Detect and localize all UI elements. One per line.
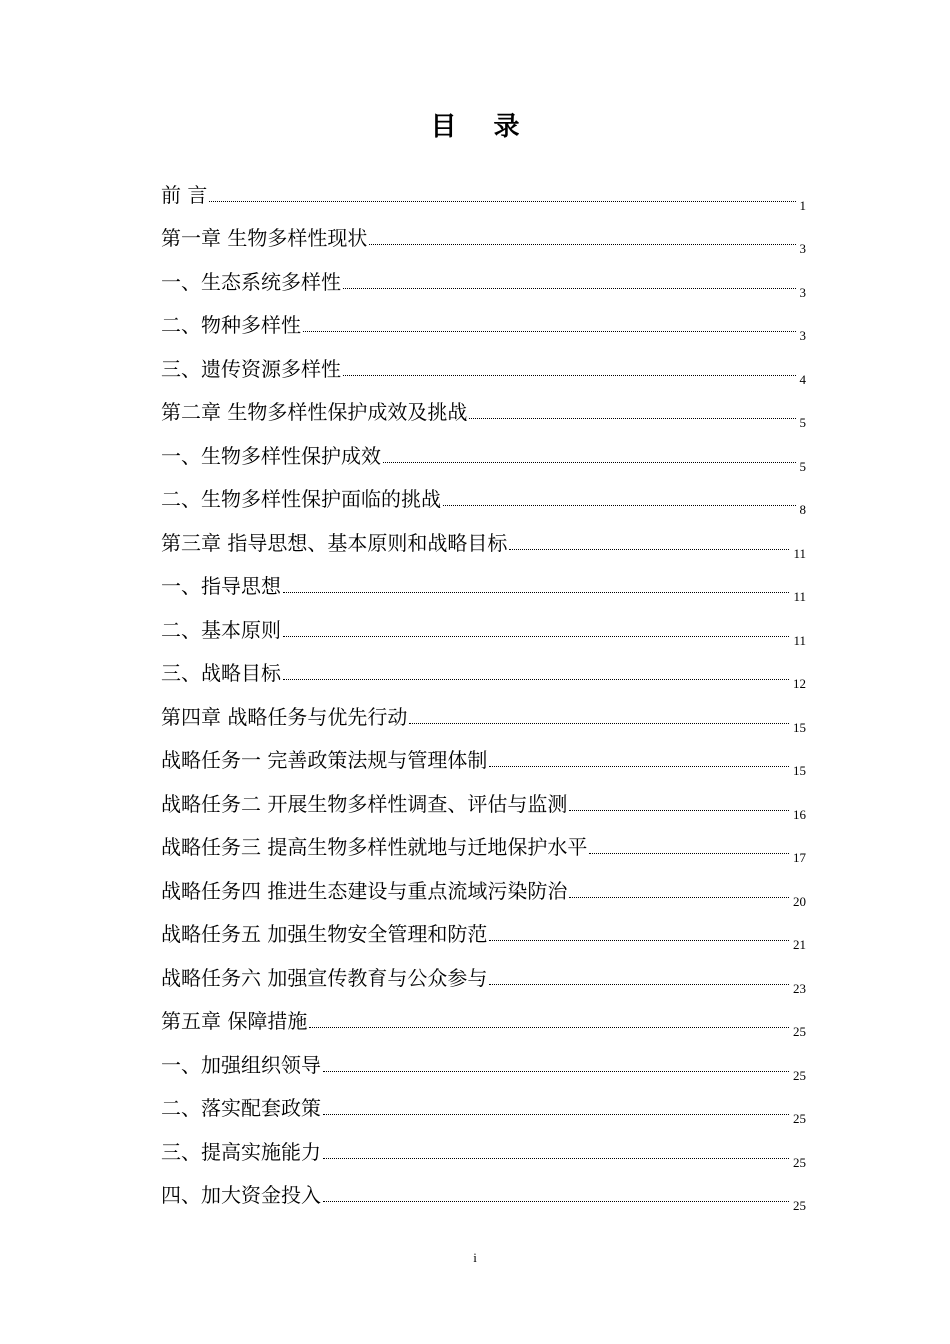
toc-entry-label: 第四章 战略任务与优先行动 xyxy=(161,704,408,729)
dot-leader xyxy=(303,331,796,332)
toc-entry-label: 三、遗传资源多样性 xyxy=(161,356,341,381)
toc-entry[interactable] xyxy=(161,686,806,735)
toc-entry-label: 二、基本原则 xyxy=(161,617,281,642)
toc-entry[interactable] xyxy=(161,991,806,1039)
dot-leader xyxy=(343,288,796,289)
dot-leader xyxy=(569,897,789,898)
toc-entry-page: 16 xyxy=(793,806,806,822)
page-number: i xyxy=(473,1250,477,1265)
dot-leader xyxy=(569,810,789,811)
toc-entry-label: 二、物种多样性 xyxy=(161,313,301,337)
toc-entry-page: 25 xyxy=(793,1024,806,1039)
toc-entry-label: 三、提高实施能力 xyxy=(161,1139,321,1164)
toc-entry-label: 第三章 指导思想、基本原则和战略目标 xyxy=(161,530,508,555)
toc-entry[interactable] xyxy=(161,425,806,474)
dot-leader xyxy=(383,462,796,463)
toc-entry-label: 第五章 保障措施 xyxy=(161,1009,308,1033)
toc-entry[interactable] xyxy=(161,599,806,648)
toc-entry[interactable] xyxy=(161,382,806,430)
toc-entry-page: 12 xyxy=(793,676,806,691)
toc-entry-label: 四、加大资金投入 xyxy=(161,1183,321,1207)
toc-entry-label: 战略任务六 加强宣传教育与公众参与 xyxy=(161,965,488,990)
toc-entry-label: 战略任务四 推进生态建设与重点流域污染防治 xyxy=(161,878,568,903)
toc-entry-page: 17 xyxy=(793,850,806,865)
toc-entry[interactable] xyxy=(161,1121,806,1170)
toc-entry-label: 战略任务三 提高生物多样性就地与迁地保护水平 xyxy=(161,835,588,859)
toc-entry[interactable] xyxy=(161,947,806,996)
toc-entry[interactable] xyxy=(161,643,806,691)
dot-leader xyxy=(323,1201,789,1202)
toc-entry-label: 二、落实配套政策 xyxy=(161,1096,321,1120)
toc-entry-page: 25 xyxy=(793,1198,806,1213)
toc-entry-label: 第一章 生物多样性现状 xyxy=(161,226,368,250)
toc-entry-page: 15 xyxy=(793,719,806,735)
toc-entry-label: 一、加强组织领导 xyxy=(161,1052,321,1077)
toc-entry[interactable] xyxy=(161,556,806,604)
dot-leader xyxy=(589,853,789,854)
toc-entry-page: 25 xyxy=(793,1111,806,1126)
toc-entry-label: 战略任务五 加强生物安全管理和防范 xyxy=(161,922,488,946)
dot-leader xyxy=(489,766,789,767)
toc-entry[interactable] xyxy=(161,817,806,865)
toc-entry[interactable] xyxy=(161,1078,806,1126)
toc-entry-page: 21 xyxy=(793,937,806,952)
toc-entry[interactable] xyxy=(161,730,806,778)
toc-entry-page: 11 xyxy=(793,545,806,561)
table-of-contents xyxy=(161,164,806,1213)
toc-entry-page: 4 xyxy=(799,371,806,387)
dot-leader xyxy=(323,1114,789,1115)
toc-entry-page: 5 xyxy=(799,415,806,430)
toc-entry[interactable] xyxy=(161,251,806,300)
toc-entry[interactable] xyxy=(161,773,806,822)
toc-entry-page: 3 xyxy=(799,284,806,300)
toc-entry-label: 一、指导思想 xyxy=(161,574,281,598)
toc-entry-page: 11 xyxy=(793,632,806,648)
toc-entry-page: 3 xyxy=(799,241,806,256)
dot-leader xyxy=(409,723,789,724)
dot-leader xyxy=(509,549,789,550)
toc-entry[interactable] xyxy=(161,1034,806,1083)
dot-leader xyxy=(369,244,795,245)
dot-leader xyxy=(489,984,789,985)
toc-entry[interactable] xyxy=(161,1165,806,1213)
toc-entry-page: 8 xyxy=(799,502,806,517)
dot-leader xyxy=(343,375,796,376)
toc-entry-page: 5 xyxy=(799,458,806,474)
toc-entry-label: 一、生物多样性保护成效 xyxy=(161,443,381,468)
toc-entry-label: 战略任务一 完善政策法规与管理体制 xyxy=(161,748,488,772)
toc-entry-page: 11 xyxy=(793,589,806,604)
dot-leader xyxy=(443,505,796,506)
dot-leader xyxy=(323,1158,789,1159)
toc-entry-page: 25 xyxy=(793,1154,806,1170)
dot-leader xyxy=(283,679,789,680)
dot-leader xyxy=(309,1027,789,1028)
toc-entry[interactable] xyxy=(161,208,806,256)
toc-entry-label: 战略任务二 开展生物多样性调查、评估与监测 xyxy=(161,791,568,816)
toc-entry[interactable] xyxy=(161,469,806,517)
toc-entry-label: 第二章 生物多样性保护成效及挑战 xyxy=(161,400,468,424)
toc-entry-page: 1 xyxy=(799,197,806,213)
page-title: 目 录 xyxy=(430,112,534,142)
toc-entry[interactable] xyxy=(161,164,806,213)
toc-entry-label: 三、战略目标 xyxy=(161,661,281,685)
toc-entry-page: 3 xyxy=(799,328,806,343)
toc-entry[interactable] xyxy=(161,904,806,952)
toc-entry-page: 15 xyxy=(793,763,806,778)
toc-entry-page: 23 xyxy=(793,980,806,996)
toc-entry-label: 一、生态系统多样性 xyxy=(161,269,341,294)
toc-entry-page: 25 xyxy=(793,1067,806,1083)
dot-leader xyxy=(283,636,789,637)
toc-entry-page: 20 xyxy=(793,893,806,909)
toc-entry[interactable] xyxy=(161,295,806,343)
dot-leader xyxy=(323,1071,789,1072)
toc-entry[interactable] xyxy=(161,338,806,387)
dot-leader xyxy=(469,418,795,419)
toc-entry[interactable] xyxy=(161,860,806,909)
dot-leader xyxy=(209,201,795,202)
dot-leader xyxy=(283,592,789,593)
toc-entry[interactable] xyxy=(161,512,806,561)
toc-entry-label: 二、生物多样性保护面临的挑战 xyxy=(161,487,441,511)
toc-entry-label: 前 言 xyxy=(161,182,208,207)
dot-leader xyxy=(489,940,789,941)
